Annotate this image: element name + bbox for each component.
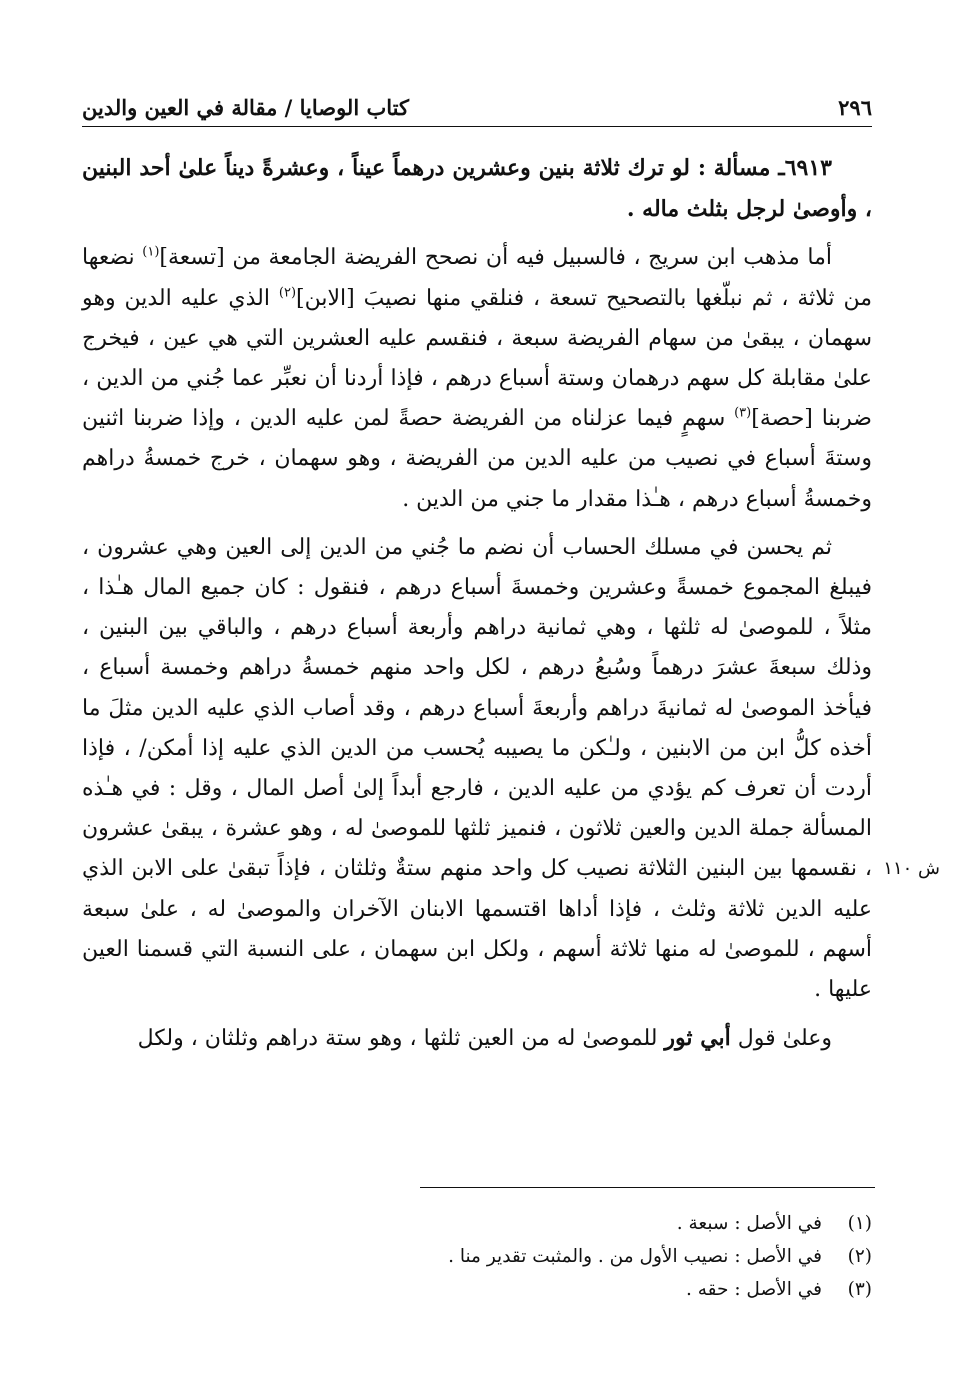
running-header [82,84,872,127]
paragraph-text: سهمٍ فيما عزلناه من الفريضة حصةً لمن عليه الدين ، وإذا ضربنا اثنين وستةَ أسباع في نصيب من عليه الدين من الفريضة ، وهو سهمان ، خرج خمسةُ دراهم وخمسةُ أسباع درهم ، هـٰذا مقدار ما جني من الدين . [82,406,872,512]
footnote-item [448,1273,872,1306]
scholar-name: أبي ثور [664,1025,731,1052]
paragraph-text: أما مذهب ابن سريج ، فالسبيل فيه أن نصحح الفريضة الجامعة من [تسعة] [159,245,832,271]
footnote-ref-3: (٣) [734,405,752,421]
main-text [82,148,872,1067]
masala-heading: ٦٩١٣ـ مسألة : [697,155,832,181]
footnote-number: (٣) [847,1279,872,1300]
manuscript-margin-note: ش ١١٠ [883,858,940,879]
footnote-divider [420,1187,875,1188]
footnote-number: (١) [847,1213,872,1234]
footnote-ref-1: (١) [142,245,160,261]
footnote-ref-2: (٢) [278,285,297,301]
footnote-number: (٢) [847,1246,872,1267]
paragraph-text: نضعها من ثلاثة ، ثم نبلّغها بالتصحيح تسعة ، فنلقي منها نصيبَ [الابن] [82,245,872,311]
footnotes [448,1207,872,1306]
running-title: كتاب الوصايا / مقالة في العين والدين [82,95,409,120]
paragraph-text: وعلىٰ قول [730,1026,832,1052]
paragraph-text: للموصىٰ له من العين ثلثها ، وهو ستة دراهم وثلثان ، ولكل [137,1026,665,1052]
footnote-text: في الأصل : نصيب الأول من . والمثبت تقدير منا . [448,1246,822,1267]
paragraph-ibn-surayj [82,238,872,519]
paragraph-masala [82,148,872,230]
footnote-text: في الأصل : حقه . [685,1279,822,1300]
masala-statement: لو ترك ثلاثة بنين وعشرين درهماً عيناً ، وعشرةً ديناً علىٰ أحد البنين ، وأوصىٰ لرجل بثلث ماله . [82,155,872,223]
footnote-item [448,1240,872,1273]
footnote-text: في الأصل : سبعة . [676,1213,822,1234]
page-number: ٢٩٦ [838,95,872,120]
footnote-item [448,1207,872,1240]
paragraph-text: الذي عليه الدين وهو سهمان ، يبقىٰ من سهام الفريضة سبعة ، فنقسم عليه العشرين التي هي عين ، فيخرج علىٰ مقابلة كل سهم درهمان وستة أسباع درهم ، فإذا أردنا أن نعبِّر عما جُني من الدين ، ضربنا [حصة] [82,285,872,432]
paragraph-calculation [82,528,872,1010]
paragraph-text: ثم يحسن في مسلك الحساب أن نضم ما جُني من الدين إلى العين وهي عشرون ، فيبلغ المجموع خمسةً وعشرين وخمسةَ أسباع درهم ، فنقول : كان جميع المال هـٰذا ، مثلاً ، للموصىٰ له ثلثها ، وهي ثمانية دراهم وأربعة أسباع درهم ، والباقي بين البنين ، وذلك سبعةَ عشرَ درهماً وسُبعُ درهم ، لكل واحد منهم خمسةُ دراهم وخمسة أسباع ، فيأخذ الموصىٰ له ثمانيةَ دراهم وأربعةَ أسباع درهم ، وقد أصاب الذي عليه الدين مثلَ ما أخذه كلُّ ابن من الابنين ، ولـٰكن ما يصيبه يُحسب من الدين الذي عليه إذا أمكن/ ، فإذا أردت أن تعرف كم يؤدي من عليه الدين ، فارجع أبداً إلىٰ أصل المال ، وقل : في هـٰذه المسألة جملة الدين والعين ثلاثون ، فنميز ثلثها للموصىٰ له ، وهو عشرة ، يبقىٰ عشرون ، نقسمها بين البنين الثلاثة نصيب كل واحد منهم ستةٌ وثلثان ، فإذاً تبقىٰ على الابن الذي عليه الدين ثلاثة وثلث ، فإذا أداها اقتسمها الابنان الآخران والموصىٰ له ، علىٰ سبعة أسهم ، للموصىٰ له منها ثلاثة أسهم ، ولكل ابن سهمان ، على النسبة التي قسمنا العين عليها . [82,534,872,1003]
paragraph-abu-thawr [82,1018,872,1059]
